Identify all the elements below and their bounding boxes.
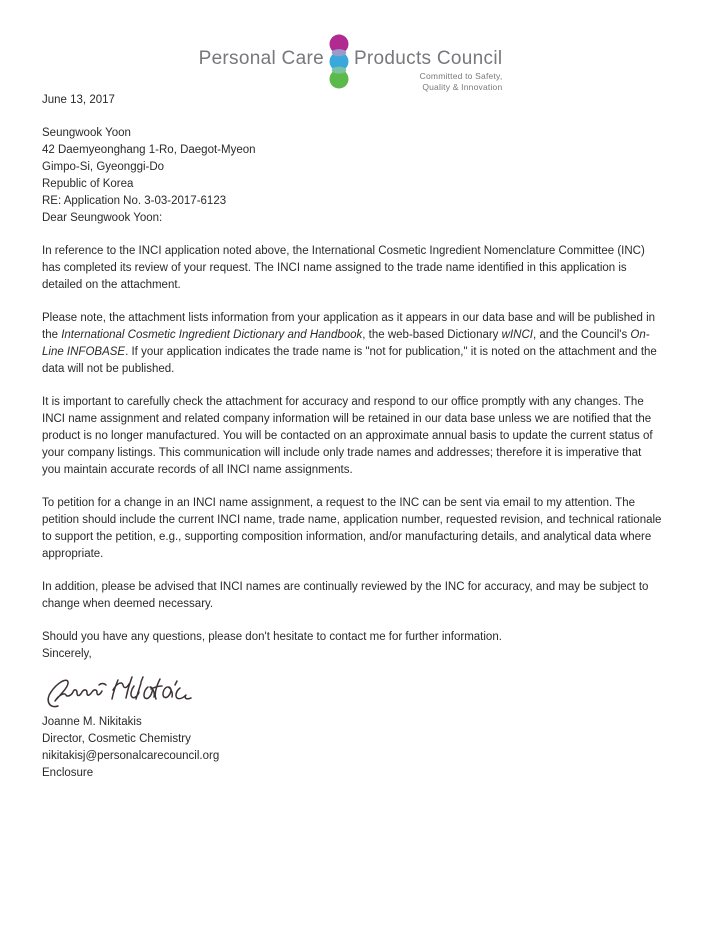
logo-tagline-line1: Committed to Safety, <box>419 71 503 81</box>
letter-paragraph: In reference to the INCI application noted above, the International Cosmetic Ingredient Nomenclature Committee (INC) has completed its review of your request. The INCI name assigned to the trade name identified in this application is detailed on the attachment. <box>42 245 645 291</box>
signer-title: Director, Cosmetic Chemistry <box>42 733 191 745</box>
logo <box>0 34 701 92</box>
signer-name: Joanne M. Nikitakis <box>42 716 142 728</box>
closing: Sincerely, <box>42 648 92 660</box>
signer-email: nikitakisj@personalcarecouncil.org <box>42 750 220 762</box>
letter-paragraph: It is important to carefully check the attachment for accuracy and respond to our office promptly with any changes. The INCI name assignment and related company information will be retained in our data base unless we are notified that the product is no longer manufactured. You will be contacted on an approximate annual basis to update the current status of your company listings. This communication will include only trade names and addresses; therefore it is imperative that you maintain accurate records of all INCI name assignments. <box>42 396 653 476</box>
letter-body <box>42 243 662 646</box>
logo-right-block <box>354 49 502 92</box>
logo-tagline <box>354 71 502 92</box>
recipient-address-block <box>42 125 662 193</box>
recipient-address-line1: 42 Daemyeonghang 1-Ro, Daegot-Myeon <box>42 144 256 156</box>
reference-line: RE: Application No. 3-03-2017-6123 <box>42 195 227 207</box>
logo-brand-left-text: Personal Care <box>198 48 324 69</box>
recipient-address-line3: Republic of Korea <box>42 178 134 190</box>
recipient-address-line2: Gimpo-Si, Gyeonggi-Do <box>42 161 165 173</box>
letter-paragraph: In addition, please be advised that INCI names are continually reviewed by the INC for accuracy, and may be subject to change when deemed necessary. <box>42 581 649 610</box>
recipient-name: Seungwook Yoon <box>42 127 131 139</box>
letter-paragraph: Please note, the attachment lists information from your application as it appears in our data base and will be published in the International Cosmetic Ingredient Dictionary and Handbook, the web-based Dictionary wINCI, and the Council's On-Line INFOBASE. If your application indicates the trade name is "not for publication," it is noted on the attachment and the data will not be published. <box>42 312 657 375</box>
logo-tagline-line2: Quality & Innovation <box>422 81 503 92</box>
logo-circles-icon <box>328 34 350 91</box>
letter-date: June 13, 2017 <box>42 94 115 106</box>
handwritten-signature <box>44 668 196 712</box>
letter-paragraph: Should you have any questions, please don't hesitate to contact me for further information. <box>42 631 502 643</box>
letter-paragraph: To petition for a change in an INCI name assignment, a request to the INC can be sent via email to my attention. The petition should include the current INCI name, trade name, application number, requested revision, and technical rationale to support the petition, e.g., supporting composition information, and/or manufacturing details, and analytical data where appropriate. <box>42 497 662 560</box>
letter-content <box>0 92 701 782</box>
enclosure-note: Enclosure <box>42 767 94 779</box>
logo-brand-right-text: Products Council <box>353 48 503 69</box>
salutation: Dear Seungwook Yoon: <box>42 212 163 224</box>
signature-block <box>42 714 662 782</box>
